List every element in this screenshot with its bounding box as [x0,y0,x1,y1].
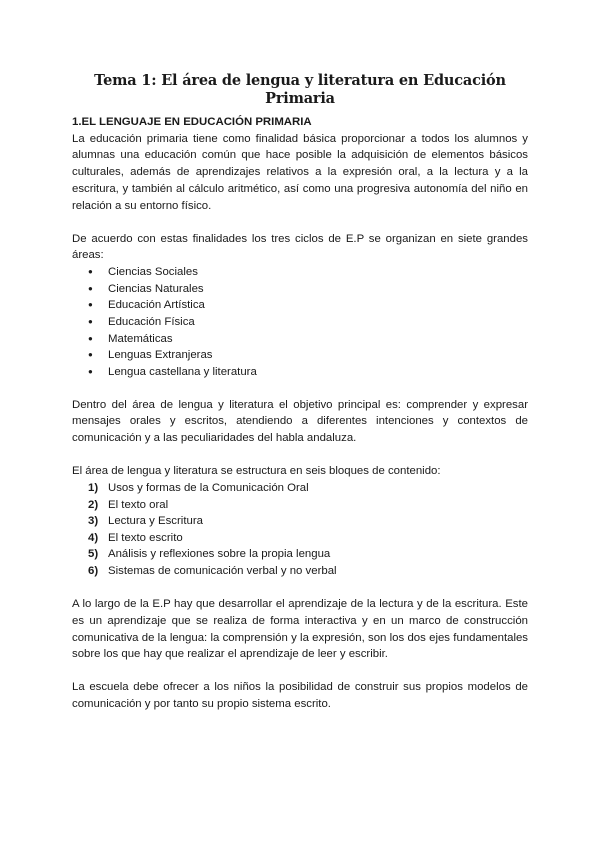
list-text: El texto escrito [108,531,183,544]
paragraph-intro: La educación primaria tiene como finalidad básica proporcionar a todos los alumnos y alumnas una educación común que hace posible la adquisición de elementos básicos culturales, además de aprendizajes relativos a la expresión oral, a la lectura y a la escritura, y también al cálculo aritmético, así como una progresiva autonomía del niño en relación a su entorno físico. [72,132,528,212]
document-page [72,72,528,713]
paragraph-blocks-intro: El área de lengua y literatura se estructura en seis bloques de contenido: [72,465,441,478]
page-title: Tema 1: El área de lengua y literatura en Educación Primaria [94,72,506,107]
list-text: Sistemas de comunicación verbal y no verbal [108,565,337,578]
list-item: ● Lenguas Extranjeras [72,347,528,364]
list-item [72,497,528,514]
section-heading: 1.EL LENGUAJE EN EDUCACIÓN PRIMARIA [72,116,312,128]
list-text: Usos y formas de la Comunicación Oral [108,482,309,495]
list-item: ● Matemáticas [72,331,528,348]
paragraph-school: La escuela debe ofrecer a los niños la posibilidad de construir sus propios modelos de comunicación y por tanto su propio sistema escrito. [72,681,528,711]
paragraph-learning: A lo largo de la E.P hay que desarrollar el aprendizaje de la lectura y de la escritura. Este es un aprendizaje que se realiza de forma interactiva y en un marco de construcción comunicativa de la lengua: la comprensión y la expresión, son los dos ejes fundamentales sobre los que hay que realizar el aprendizaje de leer y escribir. [72,598,528,661]
list-item: ● Educación Artística [72,297,528,314]
areas-list [72,264,528,380]
list-number: 2) [88,498,99,511]
list-number: 6) [88,565,99,578]
paragraph-objective: Dentro del área de lengua y literatura el objetivo principal es: comprender y expresar mensajes orales y escritos, atendiendo a diferentes intenciones y contextos de comunicación y a las peculiaridades del habla andaluza. [72,398,528,445]
list-item: ● Educación Física [72,314,528,331]
list-item: ● Lengua castellana y literatura [72,364,528,381]
list-item [72,546,528,563]
list-text: Lectura y Escritura [108,515,203,528]
list-text: El texto oral [108,498,169,511]
list-item [72,513,528,530]
list-item [72,530,528,547]
list-number: 1) [88,482,99,495]
blocks-list [72,480,528,580]
list-item: ● Ciencias Sociales [72,264,528,281]
list-item [72,480,528,497]
list-number: 5) [88,548,99,561]
list-item: ● Ciencias Naturales [72,281,528,298]
list-number: 4) [88,531,99,544]
paragraph-areas-intro: De acuerdo con estas finalidades los tres ciclos de E.P se organizan en siete grandes áreas: [72,232,528,262]
list-item [72,563,528,580]
list-text: Análisis y reflexiones sobre la propia lengua [108,548,331,561]
list-number: 3) [88,515,99,528]
